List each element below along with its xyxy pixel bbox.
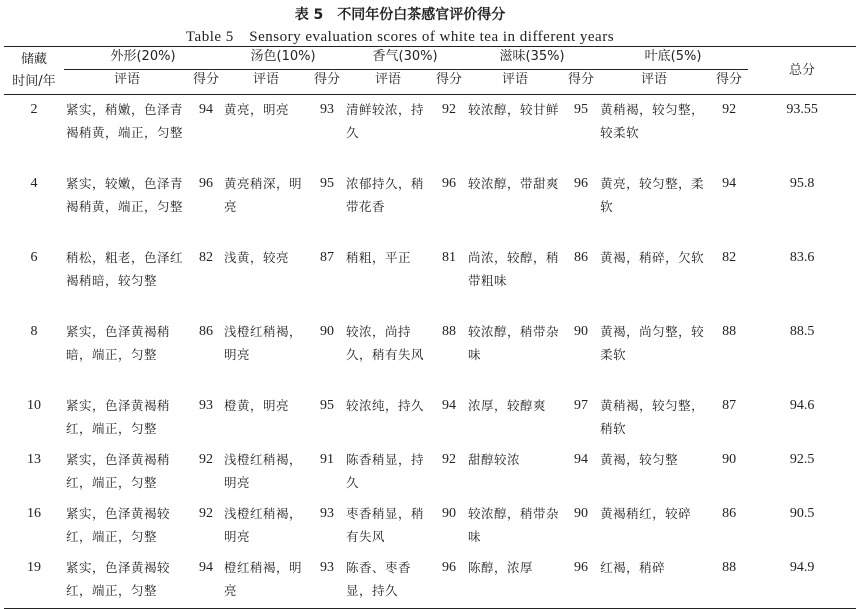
score-header: 得分 [310, 70, 344, 95]
storage-time-header-line1: 储藏 [20, 51, 47, 67]
year-cell: 8 [30, 324, 38, 339]
table-row [4, 445, 856, 499]
appearance-score: 86 [199, 324, 213, 339]
year-cell: 10 [27, 398, 41, 413]
score-header: 得分 [432, 70, 466, 95]
appearance-comment: 紧实，稍嫩，色泽青褐稍黄，端正，匀整 [66, 102, 184, 140]
table-row [4, 553, 856, 609]
table-row [4, 391, 856, 445]
infused-leaf-comment: 黄稍褐，较匀整，较柔软 [600, 102, 705, 140]
sensory-evaluation-table [4, 46, 856, 609]
liquor-color-score: 87 [320, 250, 335, 265]
liquor-color-score: 91 [320, 452, 335, 467]
total-score: 83.6 [789, 250, 815, 265]
taste-comment: 陈醇，浓厚 [466, 553, 564, 609]
aroma-comment: 枣香稍显，稍有失风 [346, 506, 425, 544]
taste-comment: 尚浓，较醇，稍带粗味 [468, 250, 560, 288]
aroma-comment: 清鲜较浓，持久 [346, 102, 425, 140]
taste-comment: 较浓醇，带甜爽 [468, 176, 560, 191]
liquor-color-comment: 黄亮稍深，明亮 [224, 176, 303, 214]
appearance-comment: 紧实，色泽黄褐稍暗，端正，匀整 [66, 324, 171, 362]
liquor-color-comment: 橙黄，明亮 [224, 398, 290, 413]
aroma-score: 81 [442, 250, 457, 265]
score-header: 得分 [564, 70, 598, 95]
infused-leaf-comment: 黄亮，较匀整，柔软 [600, 176, 705, 214]
taste-score: 90 [574, 506, 589, 521]
infused-leaf-comment: 黄褐，稍碎，欠软 [600, 250, 705, 265]
score-header: 得分 [710, 70, 748, 95]
appearance-score: 94 [190, 553, 222, 609]
taste-comment: 较浓醇，稍带杂味 [468, 506, 560, 544]
aroma-comment: 较浓纯，持久 [346, 398, 425, 413]
liquor-color-score: 93 [320, 102, 335, 117]
year-cell: 13 [27, 452, 41, 467]
infused-leaf-comment: 黄褐，尚匀整，较柔软 [600, 324, 705, 362]
taste-comment: 较浓醇，稍带杂味 [468, 324, 560, 362]
table-row [4, 243, 856, 317]
liquor-color-comment: 浅橙红稍褐，明亮 [224, 506, 303, 544]
liquor-color-group-header: 汤色(10%) [222, 47, 344, 70]
comment-header: 评语 [598, 70, 710, 95]
aroma-score: 94 [442, 398, 457, 413]
total-score: 94.9 [748, 553, 856, 609]
comment-header: 评语 [466, 70, 564, 95]
year-cell: 19 [4, 553, 64, 609]
year-cell: 6 [30, 250, 38, 265]
appearance-score: 92 [199, 506, 213, 521]
taste-score: 96 [574, 176, 589, 191]
liquor-color-score: 93 [320, 506, 335, 521]
comment-header: 评语 [64, 70, 190, 95]
total-score: 94.6 [789, 398, 815, 413]
aroma-score: 96 [442, 176, 457, 191]
aroma-comment: 较浓，尚持久，稍有失风 [346, 324, 425, 362]
liquor-color-comment: 橙红稍褐，明亮 [222, 553, 310, 609]
year-cell: 2 [30, 102, 38, 117]
table-title-chinese: 表 5 不同年份白茶感官评价得分 [294, 7, 506, 23]
total-score: 90.5 [789, 506, 815, 521]
liquor-color-score: 90 [320, 324, 335, 339]
appearance-comment: 紧实，色泽黄褐稍红，端正，匀整 [66, 452, 171, 490]
taste-comment: 浓厚，较醇爽 [468, 398, 547, 413]
taste-score: 90 [574, 324, 589, 339]
storage-time-header [4, 47, 64, 95]
liquor-color-score: 95 [320, 398, 335, 413]
comment-header: 评语 [344, 70, 432, 95]
infused-leaf-score: 87 [722, 398, 737, 413]
liquor-color-comment: 黄亮，明亮 [224, 102, 290, 117]
infused-leaf-score: 90 [722, 452, 737, 467]
appearance-comment: 稍松，粗老，色泽红褐稍暗，较匀整 [66, 250, 184, 288]
appearance-group-header: 外形(20%) [64, 47, 222, 70]
year-cell: 16 [27, 506, 41, 521]
appearance-score: 93 [199, 398, 213, 413]
infused-leaf-comment: 红褐，稍碎 [598, 553, 710, 609]
liquor-color-comment: 浅黄，较亮 [224, 250, 290, 265]
appearance-score: 82 [199, 250, 213, 265]
infused-leaf-comment: 黄褐稍红，较碎 [600, 506, 692, 521]
infused-leaf-comment: 黄稍褐，较匀整，稍软 [600, 398, 705, 436]
infused-leaf-comment: 黄褐，较匀整 [600, 452, 679, 467]
infused-leaf-score: 86 [722, 506, 737, 521]
taste-comment: 较浓醇，较甘鲜 [468, 102, 560, 117]
infused-leaf-score: 88 [710, 553, 748, 609]
taste-score: 97 [574, 398, 589, 413]
appearance-score: 92 [199, 452, 213, 467]
table-row [4, 95, 856, 170]
infused-leaf-score: 88 [722, 324, 737, 339]
appearance-comment: 紧实，色泽黄褐较红，端正，匀整 [66, 506, 171, 544]
liquor-color-comment: 浅橙红稍褐，明亮 [224, 324, 303, 362]
aroma-score: 96 [432, 553, 466, 609]
infused-leaf-score: 92 [722, 102, 737, 117]
year-cell: 4 [30, 176, 38, 191]
appearance-comment: 紧实，色泽黄褐稍红，端正，匀整 [66, 398, 171, 436]
aroma-comment: 稍粗，平正 [346, 250, 412, 265]
aroma-comment: 浓郁持久，稍带花香 [346, 176, 425, 214]
aroma-comment: 陈香稍显，持久 [346, 452, 425, 490]
aroma-score: 88 [442, 324, 457, 339]
appearance-comment: 紧实，色泽黄褐较红，端正，匀整 [64, 553, 190, 609]
appearance-score: 94 [199, 102, 213, 117]
total-score-header: 总分 [748, 47, 856, 95]
appearance-comment: 紧实，较嫩，色泽青褐稍黄，端正，匀整 [66, 176, 184, 214]
liquor-color-score: 93 [310, 553, 344, 609]
taste-score: 94 [574, 452, 589, 467]
taste-group-header: 滋味(35%) [466, 47, 598, 70]
aroma-score: 92 [442, 102, 457, 117]
taste-score: 96 [564, 553, 598, 609]
taste-score: 95 [574, 102, 589, 117]
comment-header: 评语 [222, 70, 310, 95]
table-row [4, 169, 856, 243]
score-header: 得分 [190, 70, 222, 95]
taste-score: 86 [574, 250, 589, 265]
aroma-score: 92 [442, 452, 457, 467]
table-title-english: Table 5 Sensory evaluation scores of white tea in different years [185, 29, 615, 45]
infused-leaf-group-header: 叶底(5%) [598, 47, 748, 70]
aroma-score: 90 [442, 506, 457, 521]
infused-leaf-score: 94 [722, 176, 737, 191]
aroma-comment: 陈香、枣香显，持久 [344, 553, 432, 609]
storage-time-header-line2: 时间/年 [12, 73, 56, 89]
liquor-color-score: 95 [320, 176, 335, 191]
infused-leaf-score: 82 [722, 250, 737, 265]
liquor-color-comment: 浅橙红稍褐，明亮 [224, 452, 303, 490]
table-row [4, 499, 856, 553]
total-score: 95.8 [789, 176, 815, 191]
aroma-group-header: 香气(30%) [344, 47, 466, 70]
table-row [4, 317, 856, 391]
total-score: 88.5 [789, 324, 815, 339]
total-score: 92.5 [789, 452, 815, 467]
appearance-score: 96 [199, 176, 213, 191]
taste-comment: 甜醇较浓 [468, 452, 521, 467]
total-score: 93.55 [786, 102, 818, 117]
